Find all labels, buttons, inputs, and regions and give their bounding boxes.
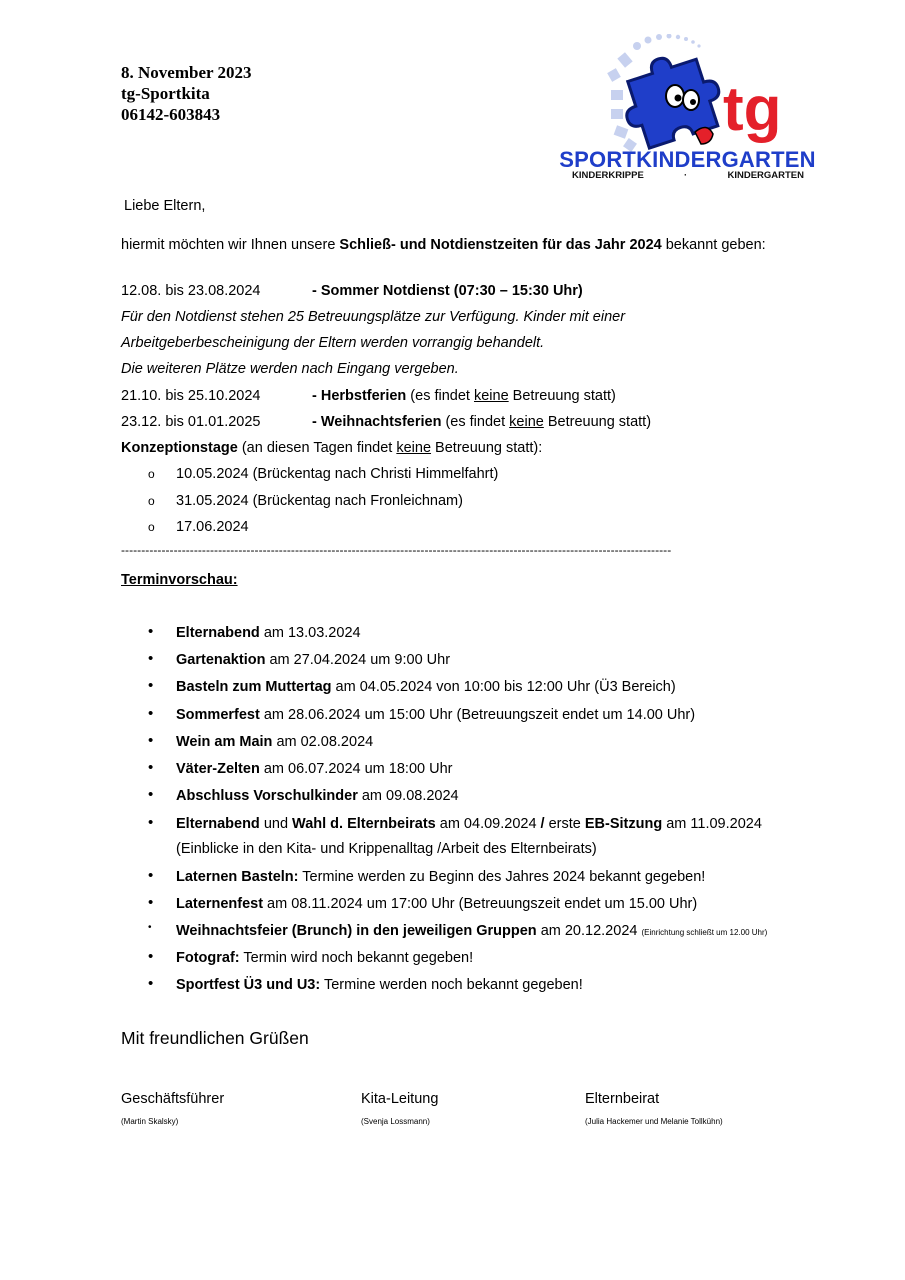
konzeption-keine: keine — [396, 440, 432, 456]
item-bold: / — [540, 816, 545, 832]
item-text: am 28.06.2024 um 15:00 Uhr (Betreuungszeit endet um 14.00 Uhr) — [259, 707, 696, 723]
item-text: erste — [544, 816, 585, 832]
list-item-elternabend-note: (Einblicke in den Kita- und Krippenalltag /Arbeit des Elternbeirats) — [176, 841, 597, 857]
intro-paragraph — [121, 236, 766, 254]
summer-note-3-text: Die weiteren Plätze werden nach Eingang vergeben. — [121, 361, 459, 377]
signature-role-manager: Geschäftsführer — [121, 1091, 225, 1107]
list-bullet: • — [148, 922, 152, 933]
item-bold: Sportfest Ü3 und U3: — [176, 977, 321, 993]
list-bullet: o — [148, 467, 155, 481]
signature-name-leitung: (Svenja Lossmann) — [361, 1117, 430, 1126]
item-text: am 09.08.2024 — [357, 788, 459, 804]
item-text: am 02.08.2024 — [272, 734, 374, 750]
list-item — [176, 787, 459, 805]
autumn-post: Betreuung statt) — [508, 388, 616, 404]
item-bold: EB-Sitzung — [584, 816, 663, 832]
list-bullet: o — [148, 520, 155, 534]
closing-line: Mit freundlichen Grüßen — [121, 1028, 309, 1048]
konzeption-heading — [121, 439, 542, 457]
item-bold: Basteln zum Muttertag — [176, 679, 332, 695]
list-bullet: • — [148, 705, 154, 722]
item-bold: Wahl d. Elternbeirats — [292, 816, 436, 832]
intro-post: bekannt geben: — [661, 237, 766, 253]
tg-wordmark: tg — [723, 75, 782, 144]
item-bold: Laternenfest — [176, 896, 264, 912]
item-text: Termin wird noch bekannt gegeben! — [239, 950, 474, 966]
greeting: Liebe Eltern, — [124, 198, 206, 214]
summer-dates: 12.08. bis 23.08.2024 — [121, 283, 261, 299]
christmas-dates: 23.12. bis 01.01.2025 — [121, 414, 261, 430]
list-bullet: o — [148, 494, 155, 508]
item-text: Termine werden zu Beginn des Jahres 2024 bekannt gegeben! — [298, 869, 706, 885]
autumn-keine: keine — [473, 388, 509, 404]
list-item: 17.06.2024 — [176, 519, 249, 535]
item-text: am 04.05.2024 von 10:00 bis 12:00 Uhr (Ü3 Bereich) — [331, 679, 676, 695]
christmas-label — [312, 413, 651, 431]
autumn-dates: 21.10. bis 25.10.2024 — [121, 388, 261, 404]
item-bold: Wein am Main — [176, 734, 273, 750]
item-text: Termine werden noch bekannt gegeben! — [320, 977, 583, 993]
logo-title: SPORTKINDERGARTEN — [559, 147, 816, 172]
list-item-weihnachtsfeier — [176, 922, 767, 942]
list-item — [176, 760, 452, 778]
sportkindergarten-logo — [545, 34, 830, 184]
item-text: am 27.04.2024 um 9:00 Uhr — [265, 652, 451, 668]
intro-bold: Schließ- und Notdienstzeiten für das Jahr 2024 — [339, 237, 662, 253]
list-bullet: • — [148, 975, 154, 992]
item-bold: Sommerfest — [176, 707, 260, 723]
list-item: 31.05.2024 (Brückentag nach Fronleichnam) — [176, 493, 463, 509]
list-bullet: • — [148, 814, 154, 831]
termin-heading — [121, 571, 238, 589]
list-bullet: • — [148, 786, 154, 803]
item-small-note: (Einrichtung schließt um 12.00 Uhr) — [641, 928, 768, 937]
autumn-label-bold: - Herbstferien — [312, 388, 407, 404]
termin-heading-text: Terminvorschau: — [121, 572, 238, 588]
item-bold: Weihnachtsfeier (Brunch) in den jeweiligen Gruppen — [176, 923, 537, 939]
list-item — [176, 895, 697, 913]
signature-name-manager: (Martin Skalsky) — [121, 1117, 179, 1126]
summer-label — [312, 282, 583, 300]
summer-label-text: - Sommer Notdienst (07:30 – 15:30 Uhr) — [312, 283, 583, 299]
list-item — [176, 624, 361, 642]
item-bold: Laternen Basteln: — [176, 869, 299, 885]
signature-name-elternbeirat: (Julia Hackemer und Melanie Tollkühn) — [585, 1117, 723, 1126]
intro-pre: hiermit möchten wir Ihnen unsere — [121, 237, 340, 253]
item-text: am 13.03.2024 — [259, 625, 361, 641]
list-bullet: • — [148, 650, 154, 667]
list-item — [176, 733, 373, 751]
item-bold: Elternabend — [176, 816, 260, 832]
signature-role-elternbeirat: Elternbeirat — [585, 1091, 660, 1107]
christmas-post: Betreuung statt) — [543, 414, 652, 430]
list-item — [176, 706, 695, 724]
item-text: und — [259, 816, 293, 832]
item-bold: Elternabend — [176, 625, 260, 641]
list-item: 10.05.2024 (Brückentag nach Christi Himmelfahrt) — [176, 466, 499, 482]
org-name: tg-Sportkita — [121, 84, 210, 103]
item-text: am 08.11.2024 um 17:00 Uhr (Betreuungszeit endet um 15.00 Uhr) — [263, 896, 698, 912]
list-item — [176, 949, 473, 967]
autumn-pre: (es findet — [406, 388, 474, 404]
list-bullet: • — [148, 677, 154, 694]
christmas-keine: keine — [509, 414, 544, 430]
list-item — [176, 976, 583, 994]
signature-role-leitung: Kita-Leitung — [361, 1091, 439, 1107]
list-bullet: • — [148, 623, 154, 640]
logo-subtitle-dot: · — [684, 170, 688, 181]
summer-note-3 — [121, 360, 459, 378]
list-bullet: • — [148, 759, 154, 776]
item-bold: Fotograf: — [176, 950, 240, 966]
item-text: am 11.09.2024 — [662, 816, 762, 832]
list-item — [176, 868, 705, 886]
summer-note-2-text: Arbeitgeberbescheinigung der Eltern werden vorrangig behandelt. — [121, 335, 545, 351]
item-bold: Väter-Zelten — [176, 761, 260, 777]
christmas-label-bold: - Weihnachtsferien — [312, 414, 442, 430]
autumn-label — [312, 387, 616, 405]
konzeption-pre: (an diesen Tagen findet — [237, 440, 397, 456]
list-bullet: • — [148, 948, 154, 965]
list-bullet: • — [148, 894, 154, 911]
logo-subtitle-garten: KINDERGARTEN — [727, 170, 804, 181]
item-bold: Abschluss Vorschulkinder — [176, 788, 358, 804]
list-item-elternabend — [176, 815, 762, 833]
dashed-divider: ---------------------------------------------------------------------------------------------------------------------------------------- — [121, 543, 672, 557]
letter-header — [121, 62, 251, 125]
item-bold: Gartenaktion — [176, 652, 266, 668]
item-text: am 04.09.2024 — [435, 816, 541, 832]
konzeption-label: Konzeptionstage — [121, 440, 238, 456]
summer-note-2 — [121, 334, 544, 352]
konzeption-post: Betreuung statt): — [431, 440, 543, 456]
summer-note-1 — [121, 308, 625, 326]
list-bullet: • — [148, 867, 154, 884]
christmas-pre: (es findet — [441, 414, 510, 430]
item-text: am 06.07.2024 um 18:00 Uhr — [259, 761, 453, 777]
list-item — [176, 651, 450, 669]
list-bullet: • — [148, 732, 154, 749]
phone-number: 06142-603843 — [121, 105, 221, 124]
summer-note-1-text: Für den Notdienst stehen 25 Betreuungsplätze zur Verfügung. Kinder mit einer — [121, 309, 626, 325]
logo-subtitle — [572, 170, 804, 181]
item-text: am 20.12.2024 — [536, 923, 642, 939]
list-item — [176, 678, 676, 696]
letter-date: 8. November 2023 — [121, 63, 252, 82]
logo-subtitle-krippe: KINDERKRIPPE — [572, 170, 644, 181]
